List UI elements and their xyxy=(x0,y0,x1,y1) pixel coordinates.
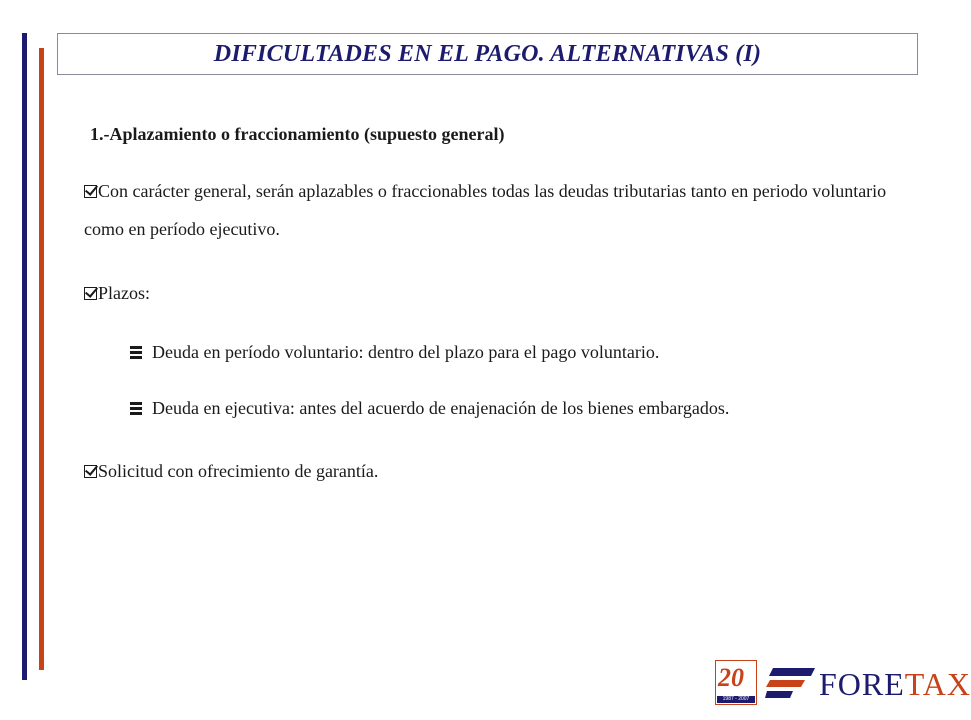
brand-name xyxy=(819,666,971,703)
checkbox-checked-icon xyxy=(84,287,97,300)
bullet-item-general xyxy=(84,172,914,248)
sub-bullet-ejecutiva xyxy=(130,398,729,419)
bullet-text: Con carácter general, serán aplazables o fraccionables todas las deudas tributarias tanto en periodo voluntario como en período ejecutivo. xyxy=(84,181,887,239)
left-accent-bar-blue xyxy=(22,33,27,680)
section-heading: 1.-Aplazamiento o fraccionamiento (supuesto general) xyxy=(90,124,505,144)
triple-bar-icon xyxy=(130,346,142,359)
checkbox-checked-icon xyxy=(84,185,97,198)
checkbox-checked-icon xyxy=(84,465,97,478)
emblem-number: 20 xyxy=(718,663,744,692)
brand-first: FORE xyxy=(819,666,905,702)
triple-bar-icon xyxy=(130,402,142,415)
bullet-text: Solicitud con ofrecimiento de garantía. xyxy=(98,461,379,481)
bullet-text: Plazos: xyxy=(98,283,150,303)
emblem-years: 1987 - 2007 xyxy=(717,696,755,703)
anniversary-emblem-icon xyxy=(715,660,757,705)
sub-bullet-text: Deuda en período voluntario: dentro del plazo para el pago voluntario. xyxy=(152,342,660,362)
sub-bullet-text: Deuda en ejecutiva: antes del acuerdo de enajenación de los bienes embargados. xyxy=(152,398,730,418)
slide-title: DIFICULTADES EN EL PAGO. ALTERNATIVAS (I) xyxy=(213,40,762,67)
sub-bullet-voluntario xyxy=(130,342,659,363)
bullet-item-garantia xyxy=(84,452,914,490)
title-box xyxy=(57,33,918,75)
foretax-stripes-icon xyxy=(765,664,815,700)
left-accent-bar-red xyxy=(39,48,44,670)
brand-second: TAX xyxy=(904,666,971,702)
foretax-logo xyxy=(715,660,971,705)
bullet-item-plazos xyxy=(84,274,914,312)
